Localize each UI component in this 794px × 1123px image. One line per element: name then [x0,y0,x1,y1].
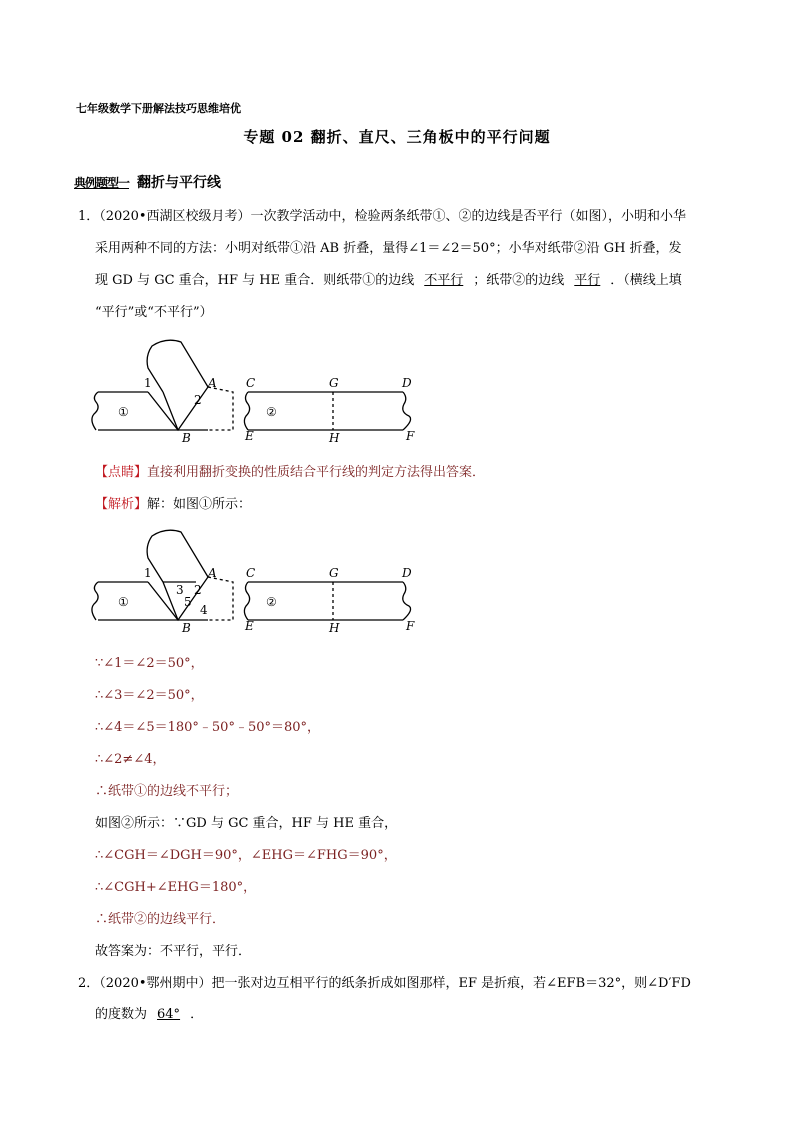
label-angle3: 3 [176,583,184,597]
jiexi-tag: 【解析】 [95,497,148,512]
jiexi-text: 解：如图①所示： [147,497,252,512]
solution-step-4: ∴∠2≠∠4， [95,752,166,767]
q2-answer: 64° [157,1007,181,1022]
figure-1 [88,332,428,444]
q1-line3 [95,273,682,289]
folded-flap [147,340,208,430]
label-angle5: 5 [184,595,192,609]
label-A: A [208,566,217,580]
label-G: G [329,566,339,580]
q1-line3-b: ；纸带②的边线 [473,273,565,288]
strip2-torn-edge-left [244,392,249,430]
label-G: G [329,376,339,390]
strip1-torn-edge [92,392,98,430]
q1-line2: 采用两种不同的方法：小明对纸带①沿 AB 折叠，量得∠1＝∠2＝50°；小华对纸带②沿 GH 折叠，发 [95,241,682,256]
dianjing-line [95,465,485,481]
label-F: F [406,429,415,443]
section-title: 翻折与平行线 [137,175,222,191]
label-B: B [182,431,191,444]
dianjing-text: 直接利用翻折变换的性质结合平行线的判定方法得出答案． [147,465,486,480]
label-E: E [245,619,254,633]
solution-step-8: ∴∠CGH+∠EHG＝180°， [95,880,257,895]
section-badge: 典例题型一 [74,175,130,190]
label-E: E [245,429,254,443]
label-D: D [402,566,412,580]
solution-step-3: ∴∠4＝∠5＝180°﹣50°﹣50°＝80°， [95,720,321,735]
label-strip1: ① [118,595,129,609]
dianjing-tag: 【点睛】 [95,465,148,480]
book-header: 七年级数学下册解法技巧思维培优 [76,102,241,115]
q2-line2 [95,1007,203,1023]
label-strip2: ② [266,595,277,609]
label-A: A [208,376,217,390]
q2-line2-a: 的度数为 [95,1007,148,1022]
jiexi-line [95,497,251,513]
q2-line2-b: ． [190,1007,204,1022]
figure-2 [88,522,428,634]
strip2-torn-edge-right [403,392,411,430]
solution-step-6: 如图②所示：∵GD 与 GC 重合，HF 与 HE 重合， [95,816,398,831]
q1-line1: 1．（2020•西湖区校级月考）一次教学活动中，检验两条纸带①、②的边线是否平行（如图），小明和小华 [78,209,687,224]
q1-answer1: 不平行 [424,273,464,288]
fold-line-ab [163,392,178,430]
final-answer: 故答案为：不平行，平行． [95,944,252,959]
label-B: B [182,621,191,634]
q2-line1: 2．（2020•鄂州期中）把一张对边互相平行的纸条折成如图那样，EF 是折痕，若∠EFB＝32°，则∠D′FD [78,976,691,991]
label-D: D [402,376,412,390]
label-angle2: 2 [194,393,202,407]
label-strip2: ② [266,405,277,419]
label-angle1: 1 [144,566,152,580]
label-C: C [246,376,256,390]
label-C: C [246,566,256,580]
q1-line4: “平行”或“不平行”） [95,305,213,320]
label-H: H [329,621,340,634]
solution-step-1: ∵∠1＝∠2＝50°， [95,656,204,671]
label-strip1: ① [118,405,129,419]
solution-step-7: ∴∠CGH＝∠DGH＝90°，∠EHG＝∠FHG＝90°， [95,848,397,863]
label-angle1: 1 [144,376,152,390]
label-F: F [406,619,415,633]
q1-line3-c: ．（横线上填 [610,273,682,288]
q1-line3-a: 现 GD 与 GC 重合，HF 与 HE 重合．则纸带①的边线 [95,273,415,288]
strip1-hidden-edge [208,387,233,430]
solution-step-2: ∴∠3＝∠2＝50°， [95,688,204,703]
solution-step-5: ∴纸带①的边线不平行； [95,784,239,799]
q1-answer2: 平行 [574,273,601,288]
solution-step-9: ∴纸带②的边线平行． [95,912,226,927]
page-title: 专题 02 翻折、直尺、三角板中的平行问题 [243,128,551,146]
label-angle2: 2 [194,583,202,597]
section-heading [74,172,221,192]
label-angle4: 4 [200,603,208,617]
label-H: H [329,431,340,444]
